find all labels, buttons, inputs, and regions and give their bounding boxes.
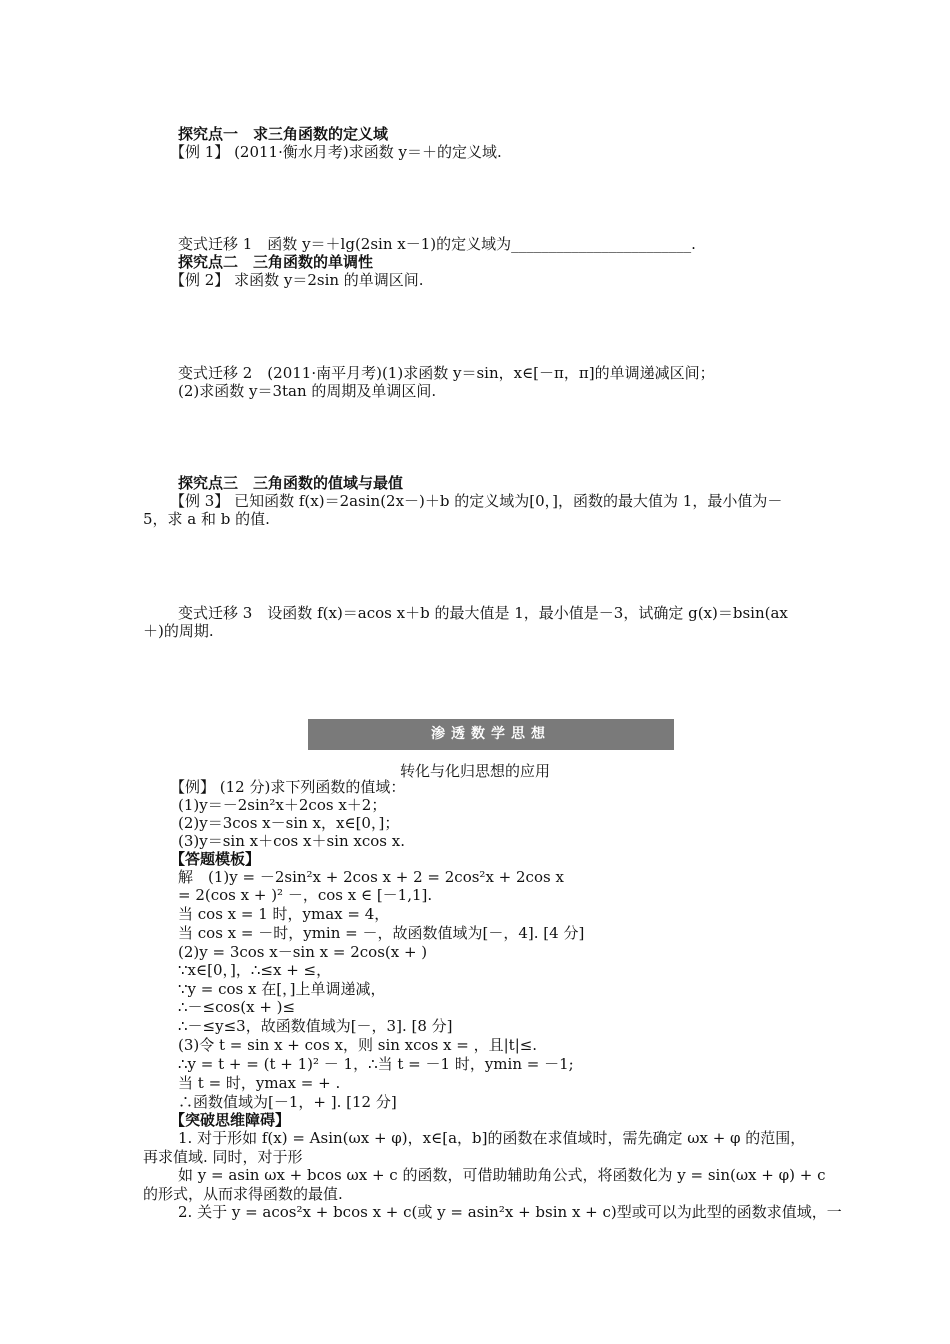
solution-line: 【突破思维障碍】: [170, 1111, 291, 1129]
variant-3-line-2: ＋)的周期.: [143, 622, 214, 640]
solution-line: 当 t = 时，ymax = + .: [178, 1074, 341, 1092]
solution-line: ∴y = t + = (t + 1)² － 1，∴当 t = －1 时，ymin = －1;: [178, 1055, 574, 1073]
solution-line: 如 y = asin ωx + bcos ωx + c 的函数，可借助辅助角公式，将函数化为 y = sin(ωx + φ) + c: [178, 1166, 826, 1184]
solution-line: (1)y＝－2sin²x＋2cos x＋2；: [178, 796, 387, 814]
solution-line: 【例】 (12 分)求下列函数的值域：: [170, 778, 406, 796]
solution-line: = 2(cos x + )² －，cos x ∈ [－1,1].: [178, 886, 433, 904]
example-2: 【例 2】 求函数 y＝2sin 的单调区间.: [170, 271, 424, 289]
variant-2-line-1: 变式迁移 2 (2011·南平月考)(1)求函数 y＝sin，x∈[－π，π]的单调递减区间；: [178, 364, 715, 382]
solution-line: ∴－≤cos(x + )≤: [178, 998, 296, 1016]
solution-line: 【答题模板】: [170, 850, 261, 868]
solution-line: ∵y = cos x 在[，]上单调递减，: [178, 980, 386, 998]
example-3-line-2: 5，求 a 和 b 的值.: [143, 510, 270, 528]
solution-line: (3)y＝sin x＋cos x＋sin xcos x.: [178, 832, 405, 850]
solution-line: (2)y = 3cos x－sin x = 2cos(x + ): [178, 943, 428, 961]
variant-2-line-2: (2)求函数 y＝3tan 的周期及单调区间.: [178, 382, 437, 400]
solution-line: ∵x∈[0，]，∴≤x + ≤，: [178, 961, 332, 979]
section-banner: 渗透数学思想: [308, 719, 674, 750]
solution-line: (2)y＝3cos x－sin x，x∈[0，]；: [178, 814, 400, 832]
example-3-line-1: 【例 3】 已知函数 f(x)＝2asin(2x－)＋b 的定义域为[0，]，函数的最大值为 1，最小值为－: [170, 492, 783, 510]
solution-line: 1. 对于形如 f(x) = Asin(ωx + φ)，x∈[a，b]的函数在求值域时，需先确定 ωx + φ 的范围，: [178, 1129, 806, 1147]
solution-line: (3)令 t = sin x + cos x，则 sin xcos x = ，且|t|≤.: [178, 1036, 538, 1054]
solution-line: 的形式，从而求得函数的最值.: [143, 1185, 343, 1203]
variant-3-line-1: 变式迁移 3 设函数 f(x)＝acos x＋b 的最大值是 1，最小值是－3，试确定 g(x)＝bsin(ax: [178, 604, 788, 622]
section-title-3: 探究点三 三角函数的值域与最值: [178, 474, 404, 492]
solution-line: 解 (1)y = －2sin²x + 2cos x + 2 = 2cos²x + 2cos x: [178, 868, 564, 886]
section-title-1: 探究点一 求三角函数的定义域: [178, 125, 389, 143]
solution-line: 再求值域. 同时，对于形: [143, 1148, 303, 1166]
solution-line: 当 cos x = －时，ymin = －，故函数值域为[－，4]. [4 分]: [178, 924, 585, 942]
subtitle: 转化与化归思想的应用: [399, 762, 550, 780]
solution-line: 2. 关于 y = acos²x + bcos x + c(或 y = asin²x + bsin x + c)型或可以为此型的函数求值域，一: [178, 1203, 842, 1221]
example-1: 【例 1】 (2011·衡水月考)求函数 y＝＋的定义域.: [170, 143, 502, 161]
section-title-2: 探究点二 三角函数的单调性: [178, 253, 374, 271]
solution-line: 当 cos x = 1 时，ymax = 4，: [178, 905, 390, 923]
variant-1: 变式迁移 1 函数 y＝＋lg(2sin x－1)的定义域为________________________.: [178, 235, 696, 253]
solution-line: ∴－≤y≤3，故函数值域为[－，3]. [8 分]: [178, 1017, 453, 1035]
solution-line: ∴函数值域为[－1，+ ]. [12 分]: [178, 1093, 397, 1111]
